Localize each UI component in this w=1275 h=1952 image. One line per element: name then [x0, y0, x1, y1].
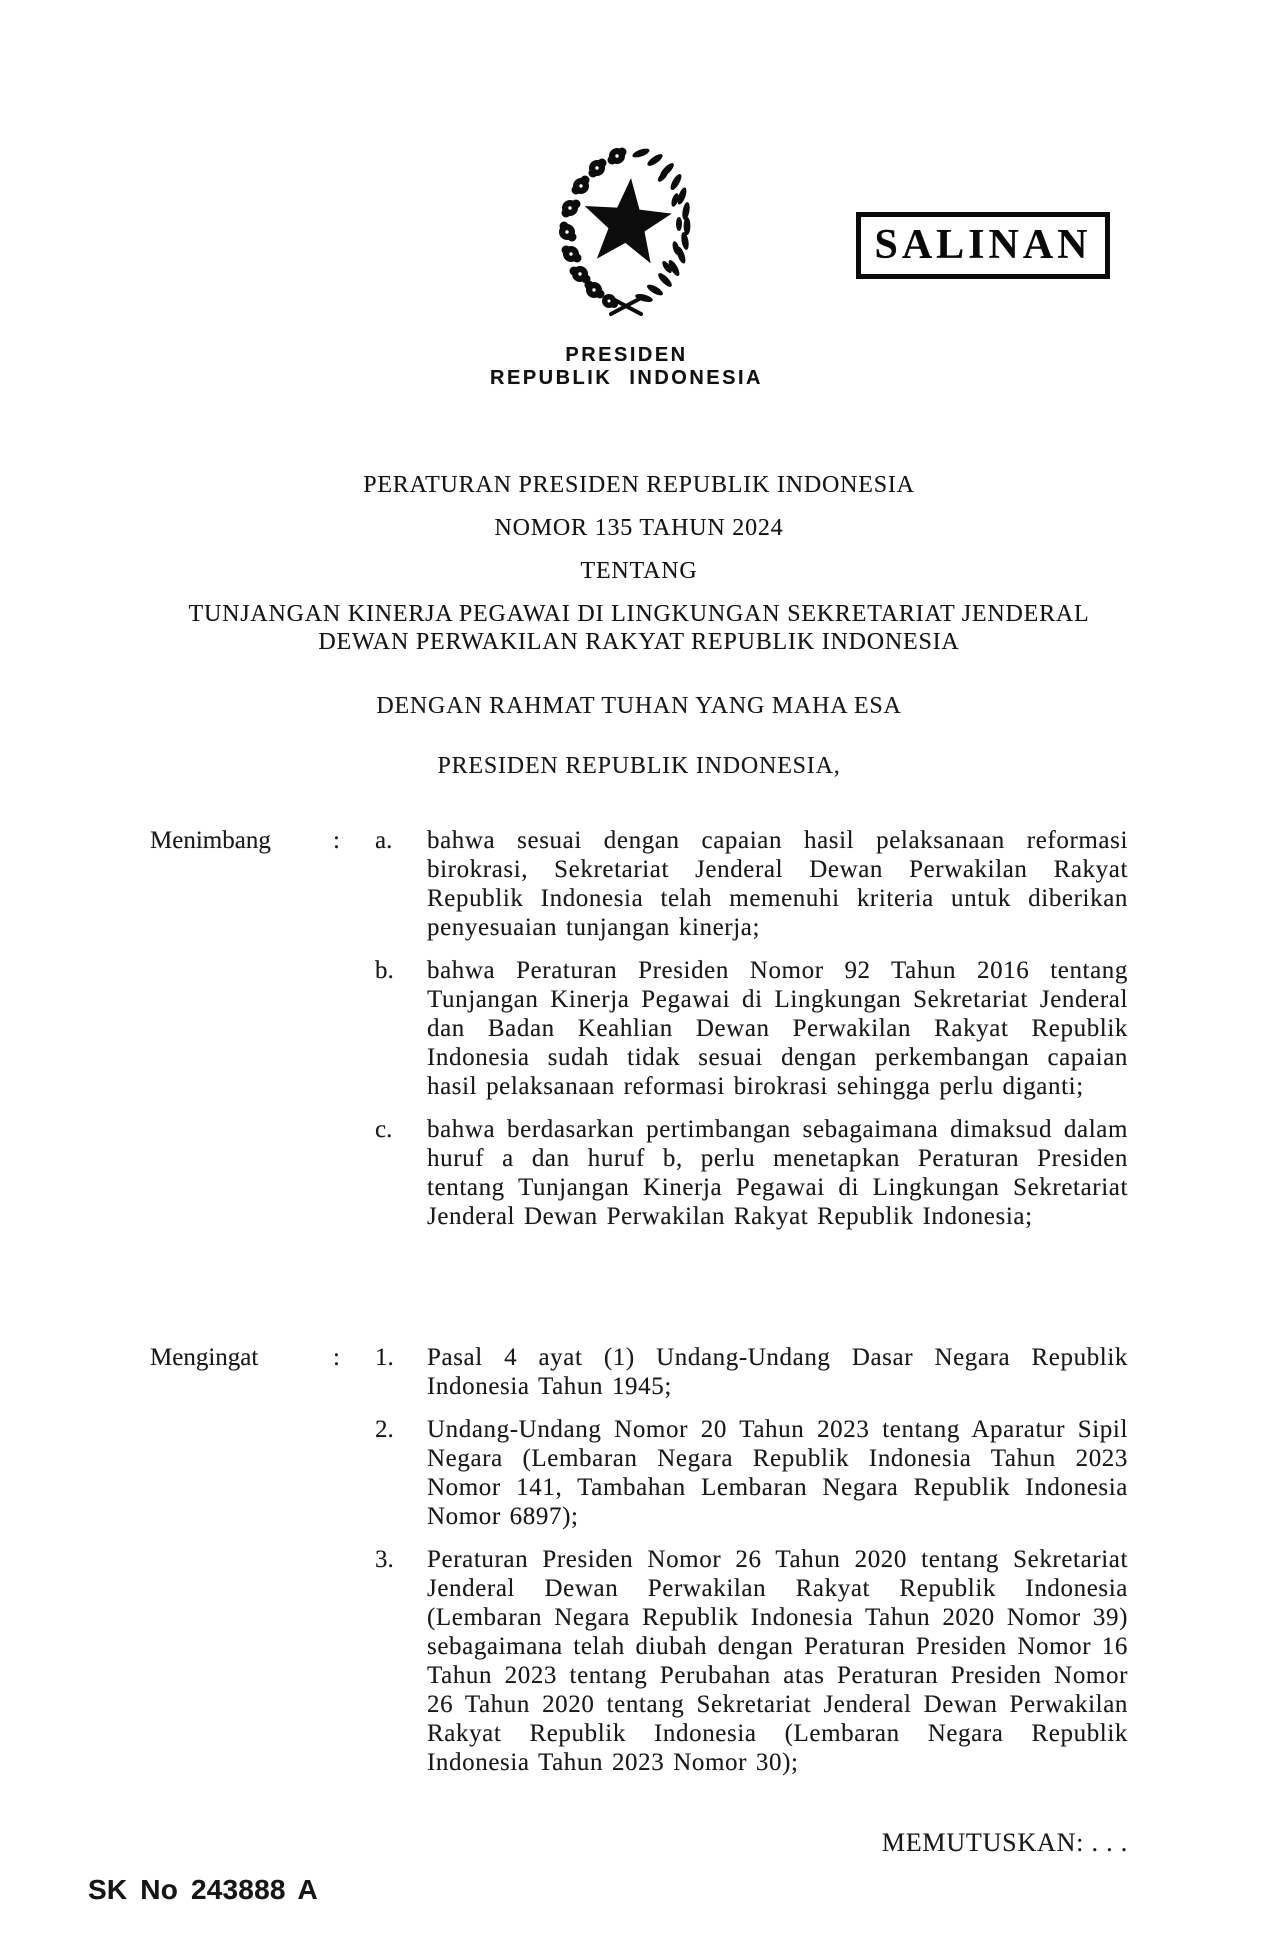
- list-item: [375, 1115, 1128, 1231]
- sk-number: SK No 243888 A: [88, 1874, 318, 1905]
- section-colon: :: [333, 1344, 340, 1371]
- regulation-subject: TUNJANGAN KINERJA PEGAWAI DI LINGKUNGAN SEKRETARIAT JENDERAL DEWAN PERWAKILAN RAKYAT REPUBLIK INDONESIA: [188, 601, 1090, 655]
- item-marker: a.: [375, 827, 393, 854]
- item-marker: c.: [375, 1116, 393, 1143]
- item-text: Peraturan Presiden Nomor 26 Tahun 2020 tentang Sekretariat Jenderal Dewan Perwakilan Rakyat Republik Indonesia (Lembaran Negara Republik Indonesia Tahun 2020 Nomor 39) sebagaimana telah diubah dengan Peraturan Presiden Nomor 16 Tahun 2023 tentang Perubahan atas Peraturan Presiden Nomor 26 Tahun 2020 tentang Sekretariat Jenderal Dewan Perwakilan Rakyat Republik Indonesia (Lembaran Negara Republik Indonesia Tahun 2023 Nomor 30);: [427, 1546, 1128, 1776]
- tentang-line: TENTANG: [580, 558, 698, 584]
- section-label: Mengingat: [150, 1344, 259, 1371]
- item-marker: 2.: [375, 1416, 394, 1443]
- star-wreath-emblem-icon: [543, 140, 711, 320]
- item-text: bahwa Peraturan Presiden Nomor 92 Tahun 2016 tentang Tunjangan Kinerja Pegawai di Lingkungan Sekretariat Jenderal dan Badan Keahlian Dewan Perwakilan Rakyat Republik Indonesia sudah tidak sesuai dengan perkembangan capaian hasil pelaksanaan reformasi birokrasi sehingga perlu diganti;: [427, 957, 1128, 1100]
- regulation-number-line: NOMOR 135 TAHUN 2024: [494, 515, 784, 541]
- grace-line: DENGAN RAHMAT TUHAN YANG MAHA ESA: [376, 693, 902, 719]
- list-item: [375, 1415, 1128, 1531]
- list-item: [375, 1545, 1128, 1777]
- regulation-title-line: PERATURAN PRESIDEN REPUBLIK INDONESIA: [363, 472, 915, 498]
- section-items: [375, 1343, 1128, 1791]
- item-text: Pasal 4 ayat (1) Undang-Undang Dasar Negara Republik Indonesia Tahun 1945;: [427, 1344, 1128, 1400]
- list-item: [375, 1343, 1128, 1401]
- item-text: Undang-Undang Nomor 20 Tahun 2023 tentang Aparatur Sipil Negara (Lembaran Negara Republik Indonesia Tahun 2023 Nomor 141, Tambahan Lembaran Negara Republik Indonesia Nomor 6897);: [427, 1416, 1128, 1530]
- item-marker: b.: [375, 957, 394, 984]
- memutuskan-line: MEMUTUSKAN: . . .: [881, 1828, 1128, 1857]
- item-text: bahwa berdasarkan pertimbangan sebagaimana dimaksud dalam huruf a dan huruf b, perlu menetapkan Peraturan Presiden tentang Tunjangan Kinerja Pegawai di Lingkungan Sekretariat Jenderal Dewan Perwakilan Rakyat Republik Indonesia;: [427, 1116, 1128, 1230]
- list-item: [375, 956, 1128, 1101]
- letterhead-presiden: PRESIDEN: [565, 344, 688, 366]
- item-marker: 3.: [375, 1546, 394, 1573]
- item-marker: 1.: [375, 1344, 394, 1371]
- item-text: bahwa sesuai dengan capaian hasil pelaksanaan reformasi birokrasi, Sekretariat Jenderal Dewan Perwakilan Rakyat Republik Indonesia telah memenuhi kriteria untuk diberikan penyesuaian tunjangan kinerja;: [427, 827, 1128, 941]
- letterhead-republik: REPUBLIK INDONESIA: [490, 367, 763, 389]
- salinan-stamp: SALINAN: [856, 212, 1110, 279]
- section-label: Menimbang: [150, 827, 271, 854]
- title-block: [150, 473, 1128, 656]
- list-item: [375, 826, 1128, 942]
- authority-line: PRESIDEN REPUBLIK INDONESIA,: [437, 753, 841, 779]
- section-colon: :: [333, 827, 340, 854]
- section-items: [375, 826, 1128, 1245]
